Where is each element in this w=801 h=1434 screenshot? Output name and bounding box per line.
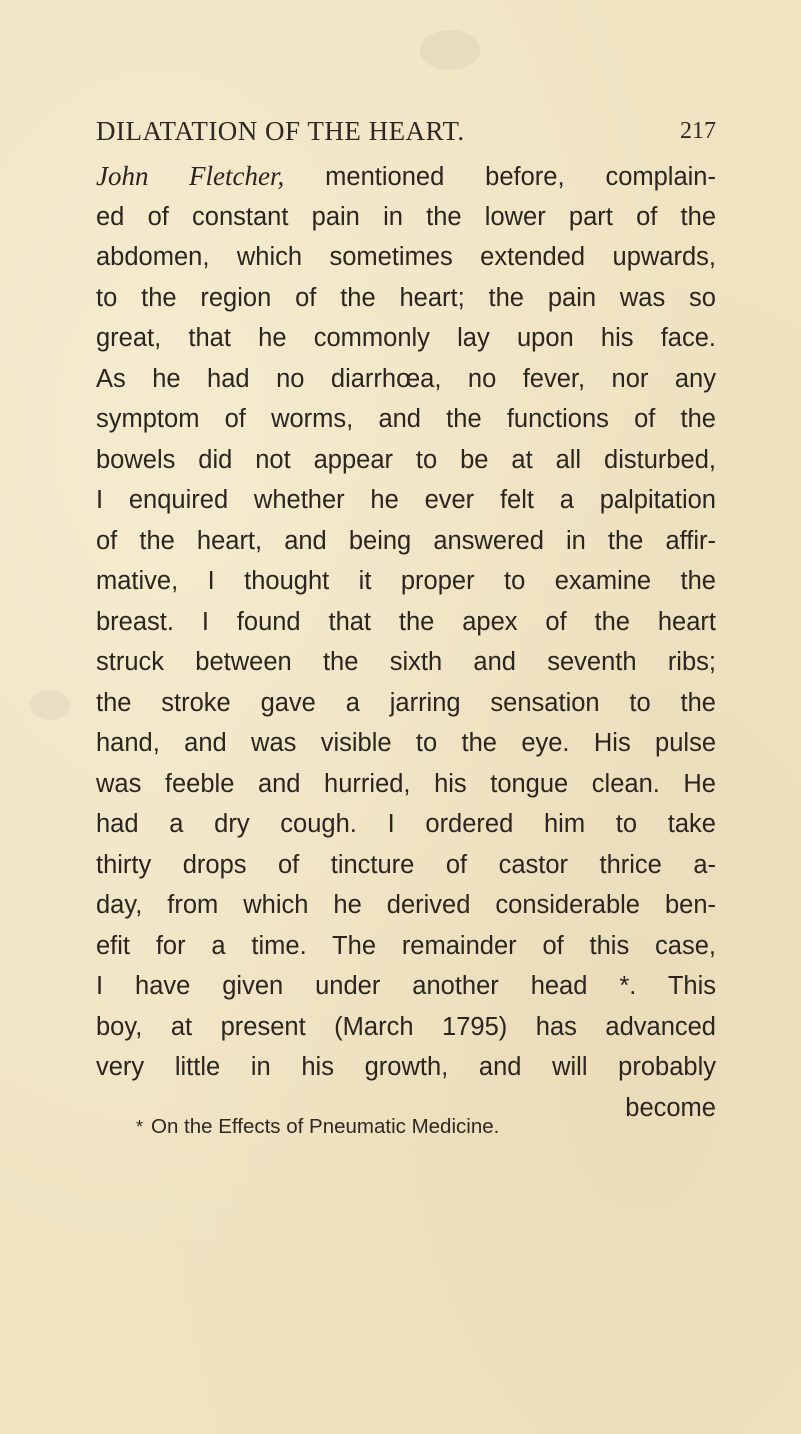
- text-line: day, from which he derived considerable ben-: [96, 891, 716, 919]
- catchword: become: [625, 1093, 716, 1122]
- text-line: [96, 156, 716, 197]
- text-line: had a dry cough. I ordered him to take: [96, 810, 716, 838]
- text-line: boy, at present (March 1795) has advanced: [96, 1012, 716, 1041]
- text-line: very little in his growth, and will probably: [96, 1053, 716, 1081]
- person-name: John Fletcher,: [96, 161, 285, 191]
- text-line: hand, and was visible to the eye. His pulse: [96, 729, 716, 757]
- text-line-rest: mentioned before, complain-: [284, 163, 716, 191]
- text-line: As he had no diarrhœa, no fever, nor any: [96, 364, 716, 393]
- text-line: was feeble and hurried, his tongue clean. He: [96, 769, 716, 798]
- text-line: I have given under another head *. This: [96, 972, 716, 1000]
- page-header: [96, 116, 716, 150]
- running-title: DILATATION OF THE HEART.: [96, 116, 465, 146]
- text-line: mative, I thought it proper to examine the: [96, 567, 716, 595]
- paper-stain: [30, 690, 70, 720]
- text-line: efit for a time. The remainder of this case,: [96, 931, 716, 960]
- footnote-marker: *: [136, 1117, 144, 1137]
- page-number: 217: [680, 118, 716, 144]
- text-line: I enquired whether he ever felt a palpitation: [96, 486, 716, 514]
- body-text: [96, 156, 716, 1128]
- text-line: great, that he commonly lay upon his face.: [96, 324, 716, 352]
- text-line: ed of constant pain in the lower part of the: [96, 202, 716, 231]
- text-line: breast. I found that the apex of the heart: [96, 607, 716, 636]
- text-line: of the heart, and being answered in the affir-: [96, 526, 716, 555]
- footnote-text: On the Effects of Pneumatic Medicine.: [151, 1115, 500, 1138]
- text-line: symptom of worms, and the functions of the: [96, 405, 716, 433]
- text-line: abdomen, which sometimes extended upwards,: [96, 243, 716, 271]
- text-line: bowels did not appear to be at all disturbed,: [96, 445, 716, 474]
- text-line: to the region of the heart; the pain was so: [96, 283, 716, 312]
- text-line: thirty drops of tincture of castor thrice a-: [96, 850, 716, 879]
- footnote: [136, 1115, 736, 1139]
- paper-stain: [420, 30, 480, 70]
- text-line: the stroke gave a jarring sensation to the: [96, 688, 716, 717]
- text-line: struck between the sixth and seventh ribs;: [96, 648, 716, 676]
